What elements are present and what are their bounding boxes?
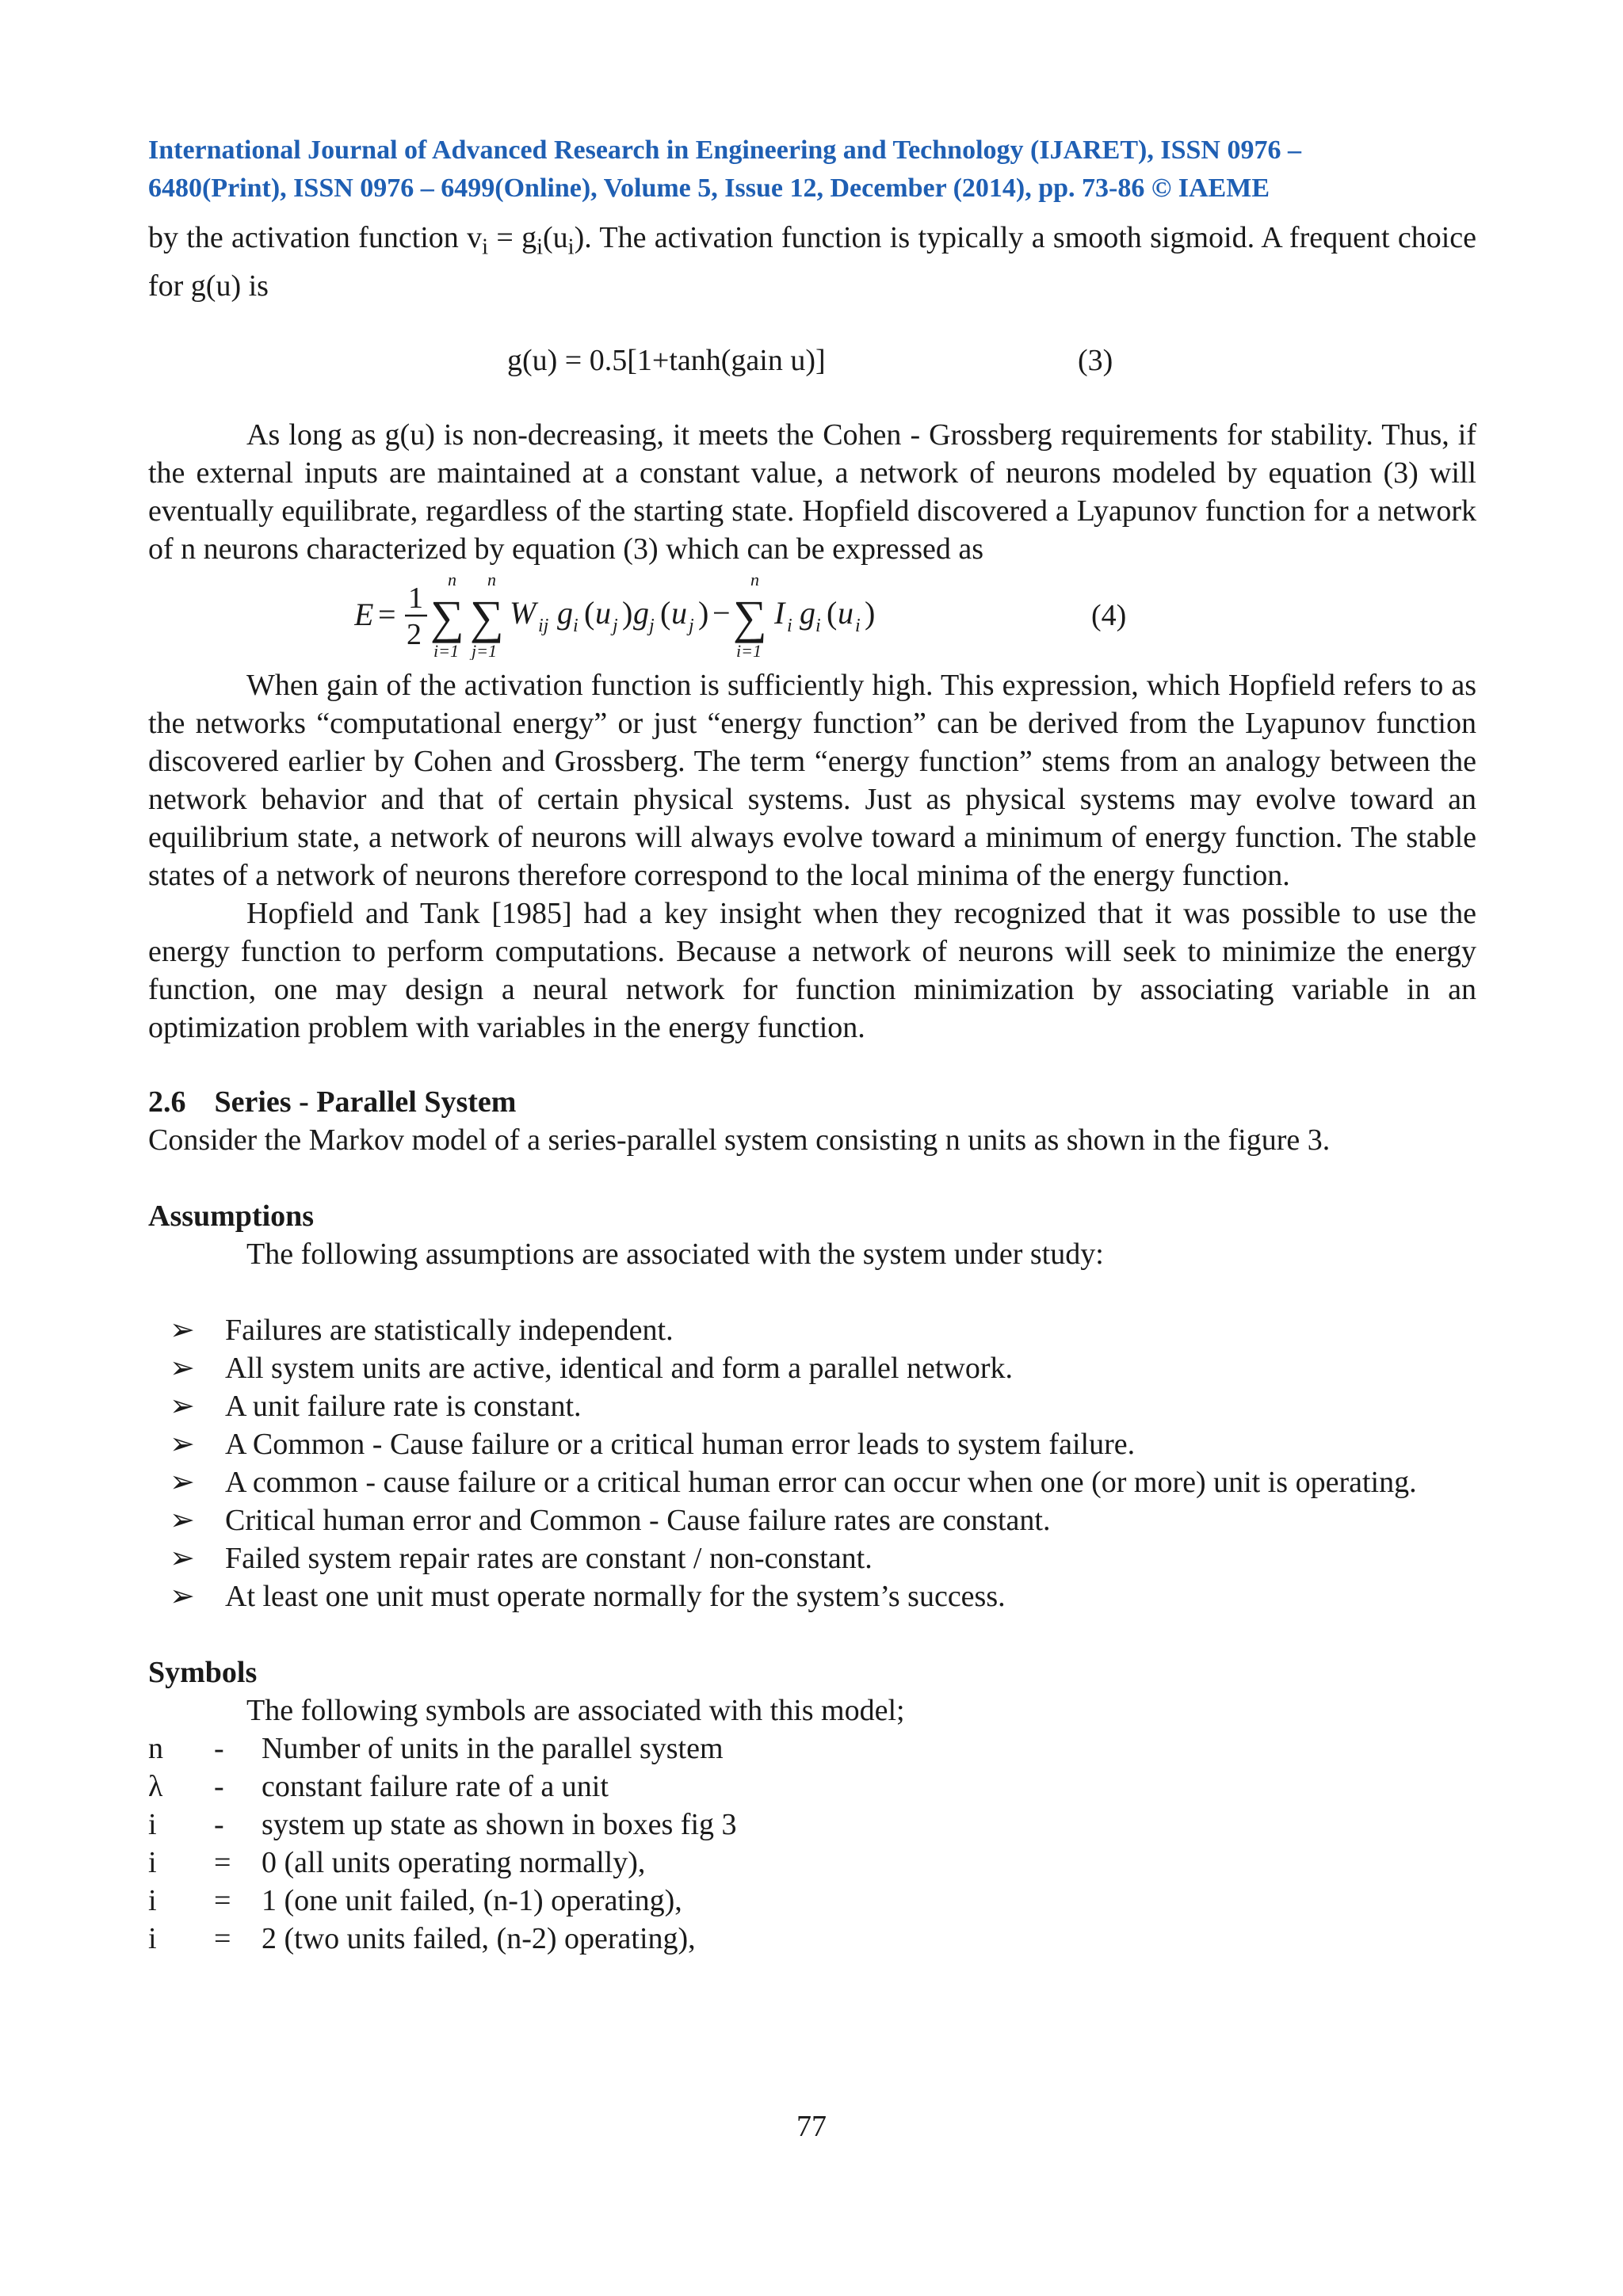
equation-4-number: (4): [1091, 598, 1127, 632]
eq4-half-num: 1: [408, 581, 423, 615]
list-item: [148, 1311, 1476, 1349]
assumptions-lead: The following assumptions are associated with the system under study:: [246, 1237, 1104, 1271]
journal-header: [148, 132, 1476, 208]
symbol: i: [148, 1845, 157, 1879]
eq4-W-sub: ij: [538, 615, 549, 636]
arrow-bullet-icon: ➢: [170, 1427, 195, 1461]
section-title: Series - Parallel System: [214, 1085, 517, 1119]
list-item: [148, 1463, 1476, 1501]
eq4-g3-sub: i: [815, 615, 821, 636]
eq4-sum2-bottom: j=1: [472, 640, 497, 660]
eq4-lhs: E: [354, 596, 374, 632]
equation-3-number: (3): [1078, 343, 1113, 377]
symbol-description: 0 (all units operating normally),: [262, 1845, 646, 1879]
assumption-text: A Common - Cause failure or a critical human error leads to system failure.: [225, 1427, 1136, 1461]
symbol-row: [148, 1806, 1476, 1844]
intro-sub-3: i: [567, 235, 575, 260]
arrow-bullet-icon: ➢: [170, 1579, 195, 1613]
symbol-description: 1 (one unit failed, (n-1) operating),: [262, 1883, 682, 1917]
eq4-u1-sub: j: [613, 615, 618, 636]
eq4-equals: =: [378, 596, 396, 632]
eq4-paren-1: (: [584, 594, 595, 631]
eq4-sum1-bottom: i=1: [433, 640, 459, 660]
eq4-g2: g: [633, 594, 649, 631]
symbol: n: [148, 1731, 163, 1765]
assumption-text: At least one unit must operate normally for the system’s success.: [225, 1579, 1006, 1613]
eq4-sum1-top: n: [448, 570, 456, 589]
symbols-heading: Symbols: [148, 1655, 258, 1689]
intro-text-a: by the activation function v: [148, 221, 483, 254]
header-line-2: 6480(Print), ISSN 0976 – 6499(Online), Volume 5, Issue 12, December (2014), pp. 73-86 © IAEME: [148, 174, 1270, 203]
symbol-row: [148, 1882, 1476, 1920]
list-item: [148, 1501, 1476, 1539]
section-number: 2.6: [148, 1085, 186, 1119]
symbols-lead: The following symbols are associated with this model;: [246, 1693, 905, 1727]
arrow-bullet-icon: ➢: [170, 1503, 195, 1537]
eq4-paren-6: ): [865, 594, 876, 631]
eq4-g2-sub: j: [649, 615, 655, 636]
list-item: [148, 1577, 1476, 1615]
eq4-sum3-bottom: i=1: [736, 640, 762, 660]
symbol-description: system up state as shown in boxes fig 3: [262, 1807, 737, 1841]
arrow-bullet-icon: ➢: [170, 1389, 195, 1423]
assumption-text: Failures are statistically independent.: [225, 1313, 674, 1347]
eq4-sigma-1: ∑: [430, 590, 464, 643]
section-intro: Consider the Markov model of a series-parallel system consisting n units as shown in the figure 3.: [148, 1123, 1331, 1157]
symbol: λ: [148, 1769, 163, 1803]
symbols-list: [148, 1730, 1476, 1958]
eq4-sigma-2: ∑: [470, 590, 504, 643]
intro-sub-1: i: [482, 235, 489, 260]
symbol-row: [148, 1844, 1476, 1882]
equation-3-text: g(u) = 0.5[1+tanh(gain u)]: [507, 343, 826, 377]
eq4-u2: u: [671, 594, 687, 631]
symbol-separator: =: [214, 1883, 231, 1917]
eq4-u2-sub: j: [689, 615, 694, 636]
intro-text-c: (u: [543, 221, 568, 254]
list-item: [148, 1425, 1476, 1463]
symbol-separator: -: [214, 1731, 224, 1765]
intro-text-d: ). The activation function is typically a smooth sigmoid. A frequent choice for g(u) is: [148, 221, 1476, 303]
assumption-text: A common - cause failure or a critical human error can occur when one (or more) unit is operating.: [225, 1465, 1417, 1499]
assumption-text: Failed system repair rates are constant / non-constant.: [225, 1541, 873, 1575]
eq4-paren-3: (: [660, 594, 671, 631]
eq4-paren-4: ): [698, 594, 709, 631]
paragraph-stability: As long as g(u) is non-decreasing, it meets the Cohen - Grossberg requirements for stability. Thus, if the external inputs are maintained at a constant value, a network of neurons modeled by equation (3) will eventually equilibrate, regardless of the starting state. Hopfield discovered a Lyapunov function for a network of n neurons characterized by equation (3) which can be expressed as: [148, 418, 1476, 566]
page-content: [148, 132, 1476, 1958]
eq4-g1-sub: i: [573, 615, 579, 636]
symbol-separator: -: [214, 1807, 224, 1841]
symbol-description: Number of units in the parallel system: [262, 1731, 724, 1765]
paragraph-energy-function: When gain of the activation function is sufficiently high. This expression, which Hopfield refers to as the networks “computational energy” or just “energy function” can be derived from the Lyapunov function discovered earlier by Cohen and Grossberg. The term “energy function” stems from an analogy between the network behavior and that of certain physical systems. Just as physical systems may evolve toward an equilibrium state, a network of neurons will always evolve toward a minimum of energy function. The stable states of a network of neurons therefore correspond to the local minima of the energy function.: [148, 668, 1476, 892]
list-item: [148, 1539, 1476, 1577]
eq4-sigma-3: ∑: [733, 590, 767, 643]
eq4-I: I: [774, 594, 785, 631]
arrow-bullet-icon: ➢: [170, 1351, 195, 1385]
eq4-u3: u: [838, 594, 854, 631]
eq4-paren-2: ): [622, 594, 633, 631]
symbol: i: [148, 1883, 157, 1917]
eq4-paren-5: (: [827, 594, 838, 631]
arrow-bullet-icon: ➢: [170, 1465, 195, 1499]
arrow-bullet-icon: ➢: [170, 1313, 195, 1347]
intro-sub-2: i: [537, 235, 543, 260]
eq4-sum2-top: n: [487, 570, 496, 589]
section-heading: [148, 1083, 1476, 1121]
eq4-g1: g: [557, 594, 573, 631]
eq4-sum3-top: n: [750, 570, 759, 589]
list-item: [148, 1349, 1476, 1387]
intro-paragraph: [148, 219, 1476, 305]
symbol-row: [148, 1768, 1476, 1806]
list-item: [148, 1387, 1476, 1425]
eq4-minus: −: [712, 594, 731, 631]
symbol-row: [148, 1730, 1476, 1768]
header-line-1: International Journal of Advanced Research in Engineering and Technology (IJARET), ISSN 0976 –: [148, 135, 1301, 165]
symbol-description: constant failure rate of a unit: [262, 1769, 609, 1803]
equation-4: [148, 571, 1476, 660]
eq4-W: W: [510, 594, 537, 631]
assumption-text: All system units are active, identical and form a parallel network.: [225, 1351, 1013, 1385]
symbol-description: 2 (two units failed, (n-2) operating),: [262, 1921, 696, 1955]
symbol: i: [148, 1921, 157, 1955]
assumptions-heading: Assumptions: [148, 1199, 315, 1233]
page-number: 77: [796, 2110, 827, 2143]
eq4-I-sub: i: [787, 615, 792, 636]
eq4-g3: g: [800, 594, 815, 631]
eq4-u3-sub: i: [855, 615, 861, 636]
arrow-bullet-icon: ➢: [170, 1541, 195, 1575]
symbol-separator: -: [214, 1769, 224, 1803]
intro-text-b: = g: [488, 221, 537, 254]
assumptions-list: [148, 1311, 1476, 1615]
equation-4-formula: [354, 571, 1067, 660]
eq4-half-den: 2: [407, 617, 422, 651]
eq4-u1: u: [595, 594, 611, 631]
assumption-text: Critical human error and Common - Cause failure rates are constant.: [225, 1503, 1051, 1537]
symbol-row: [148, 1920, 1476, 1958]
symbol-separator: =: [214, 1921, 231, 1955]
symbol-separator: =: [214, 1845, 231, 1879]
assumption-text: A unit failure rate is constant.: [225, 1389, 582, 1423]
symbol: i: [148, 1807, 157, 1841]
equation-3: [148, 341, 1476, 379]
paragraph-hopfield-tank: Hopfield and Tank [1985] had a key insight when they recognized that it was possible to use the energy function to perform computations. Because a network of neurons will seek to minimize the energy function, one may design a neural network for function minimization by associating variable in an optimization problem with variables in the energy function.: [148, 896, 1476, 1044]
